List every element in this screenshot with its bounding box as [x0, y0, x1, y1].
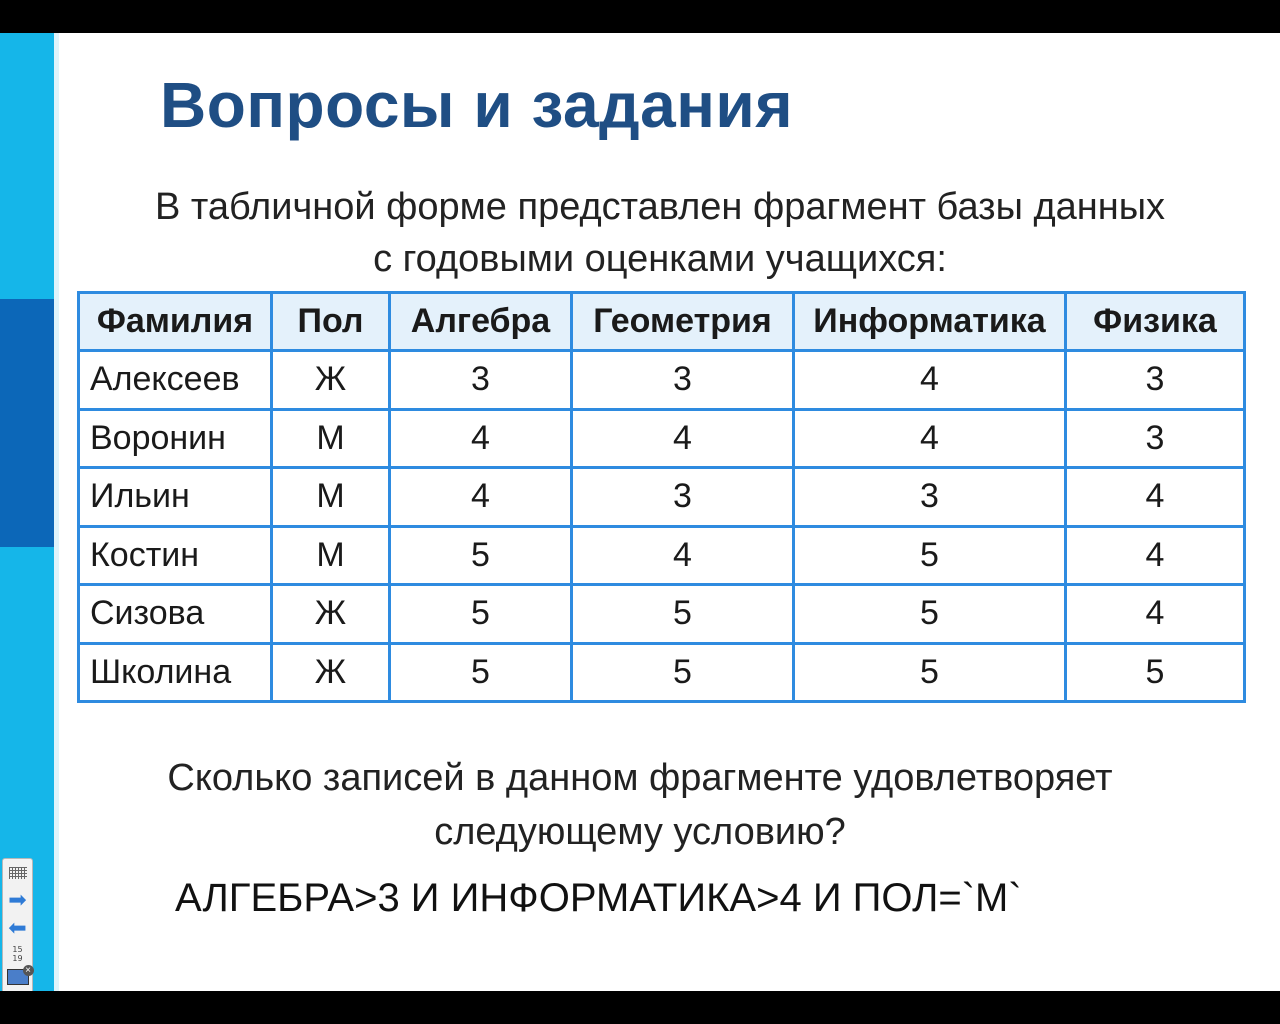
column-header: Геометрия: [572, 293, 794, 351]
question-line: следующему условию?: [434, 811, 846, 853]
page-indicator: [12, 945, 22, 963]
cell-physics: 3: [1066, 409, 1245, 468]
grades-table: [77, 291, 1246, 703]
cell-gender: Ж: [272, 643, 390, 702]
cell-geometry: 3: [572, 468, 794, 527]
prev-arrow-icon: ⬅: [8, 915, 27, 940]
cell-algebra: 5: [390, 585, 572, 644]
column-header: Алгебра: [390, 293, 572, 351]
cell-surname: Ильин: [79, 468, 272, 527]
intro-text: [70, 181, 1250, 285]
next-arrow-icon: ➡: [8, 887, 27, 912]
prev-slide-button[interactable]: [5, 917, 30, 939]
table-row: [79, 526, 1245, 585]
cell-physics: 5: [1066, 643, 1245, 702]
cell-algebra: 5: [390, 643, 572, 702]
cell-geometry: 4: [572, 409, 794, 468]
side-decoration-accent: [0, 299, 54, 547]
cell-gender: М: [272, 468, 390, 527]
table-row: [79, 351, 1245, 410]
grid-icon: [9, 867, 27, 879]
question-text: [60, 751, 1220, 859]
table-row: [79, 468, 1245, 527]
cell-physics: 3: [1066, 351, 1245, 410]
slide-grid-button[interactable]: [5, 863, 30, 883]
column-header: Фамилия: [79, 293, 272, 351]
cell-algebra: 4: [390, 409, 572, 468]
cell-physics: 4: [1066, 526, 1245, 585]
cell-algebra: 3: [390, 351, 572, 410]
cell-informatics: 3: [794, 468, 1066, 527]
question-line: Сколько записей в данном фрагменте удовлетворяет: [167, 757, 1113, 799]
cell-gender: Ж: [272, 351, 390, 410]
intro-line: В табличной форме представлен фрагмент базы данных: [154, 186, 1166, 228]
cell-informatics: 5: [794, 643, 1066, 702]
cell-informatics: 5: [794, 526, 1066, 585]
cell-algebra: 5: [390, 526, 572, 585]
cell-surname: Костин: [79, 526, 272, 585]
page-current: 15: [12, 945, 23, 954]
cell-geometry: 3: [572, 351, 794, 410]
cell-surname: Воронин: [79, 409, 272, 468]
cell-surname: Сизова: [79, 585, 272, 644]
cell-gender: Ж: [272, 585, 390, 644]
presenter-toolbar: [2, 858, 33, 994]
cell-physics: 4: [1066, 585, 1245, 644]
cell-geometry: 5: [572, 643, 794, 702]
column-header: Пол: [272, 293, 390, 351]
intro-line: с годовыми оценками учащихся:: [373, 238, 947, 280]
slide-title: Вопросы и задания: [160, 69, 794, 141]
column-header: Физика: [1066, 293, 1245, 351]
cell-surname: Школина: [79, 643, 272, 702]
end-show-button[interactable]: [5, 967, 30, 987]
table-header-row: [79, 293, 1245, 351]
table-row: [79, 409, 1245, 468]
cell-gender: М: [272, 526, 390, 585]
next-slide-button[interactable]: [5, 889, 30, 911]
slide: [0, 33, 1280, 991]
monitor-close-icon: ×: [7, 969, 29, 985]
cell-gender: М: [272, 409, 390, 468]
cell-geometry: 5: [572, 585, 794, 644]
side-divider: [54, 33, 59, 991]
cell-informatics: 4: [794, 351, 1066, 410]
bottom-letterbox: [0, 991, 1280, 1024]
page-total: 19: [12, 954, 23, 963]
query-condition: АЛГЕБРА>3 И ИНФОРМАТИКА>4 И ПОЛ=`М`: [175, 876, 1022, 920]
cell-geometry: 4: [572, 526, 794, 585]
cell-informatics: 4: [794, 409, 1066, 468]
table-row: [79, 643, 1245, 702]
cell-informatics: 5: [794, 585, 1066, 644]
cell-algebra: 4: [390, 468, 572, 527]
table-row: [79, 585, 1245, 644]
cell-physics: 4: [1066, 468, 1245, 527]
cell-surname: Алексеев: [79, 351, 272, 410]
column-header: Информатика: [794, 293, 1066, 351]
